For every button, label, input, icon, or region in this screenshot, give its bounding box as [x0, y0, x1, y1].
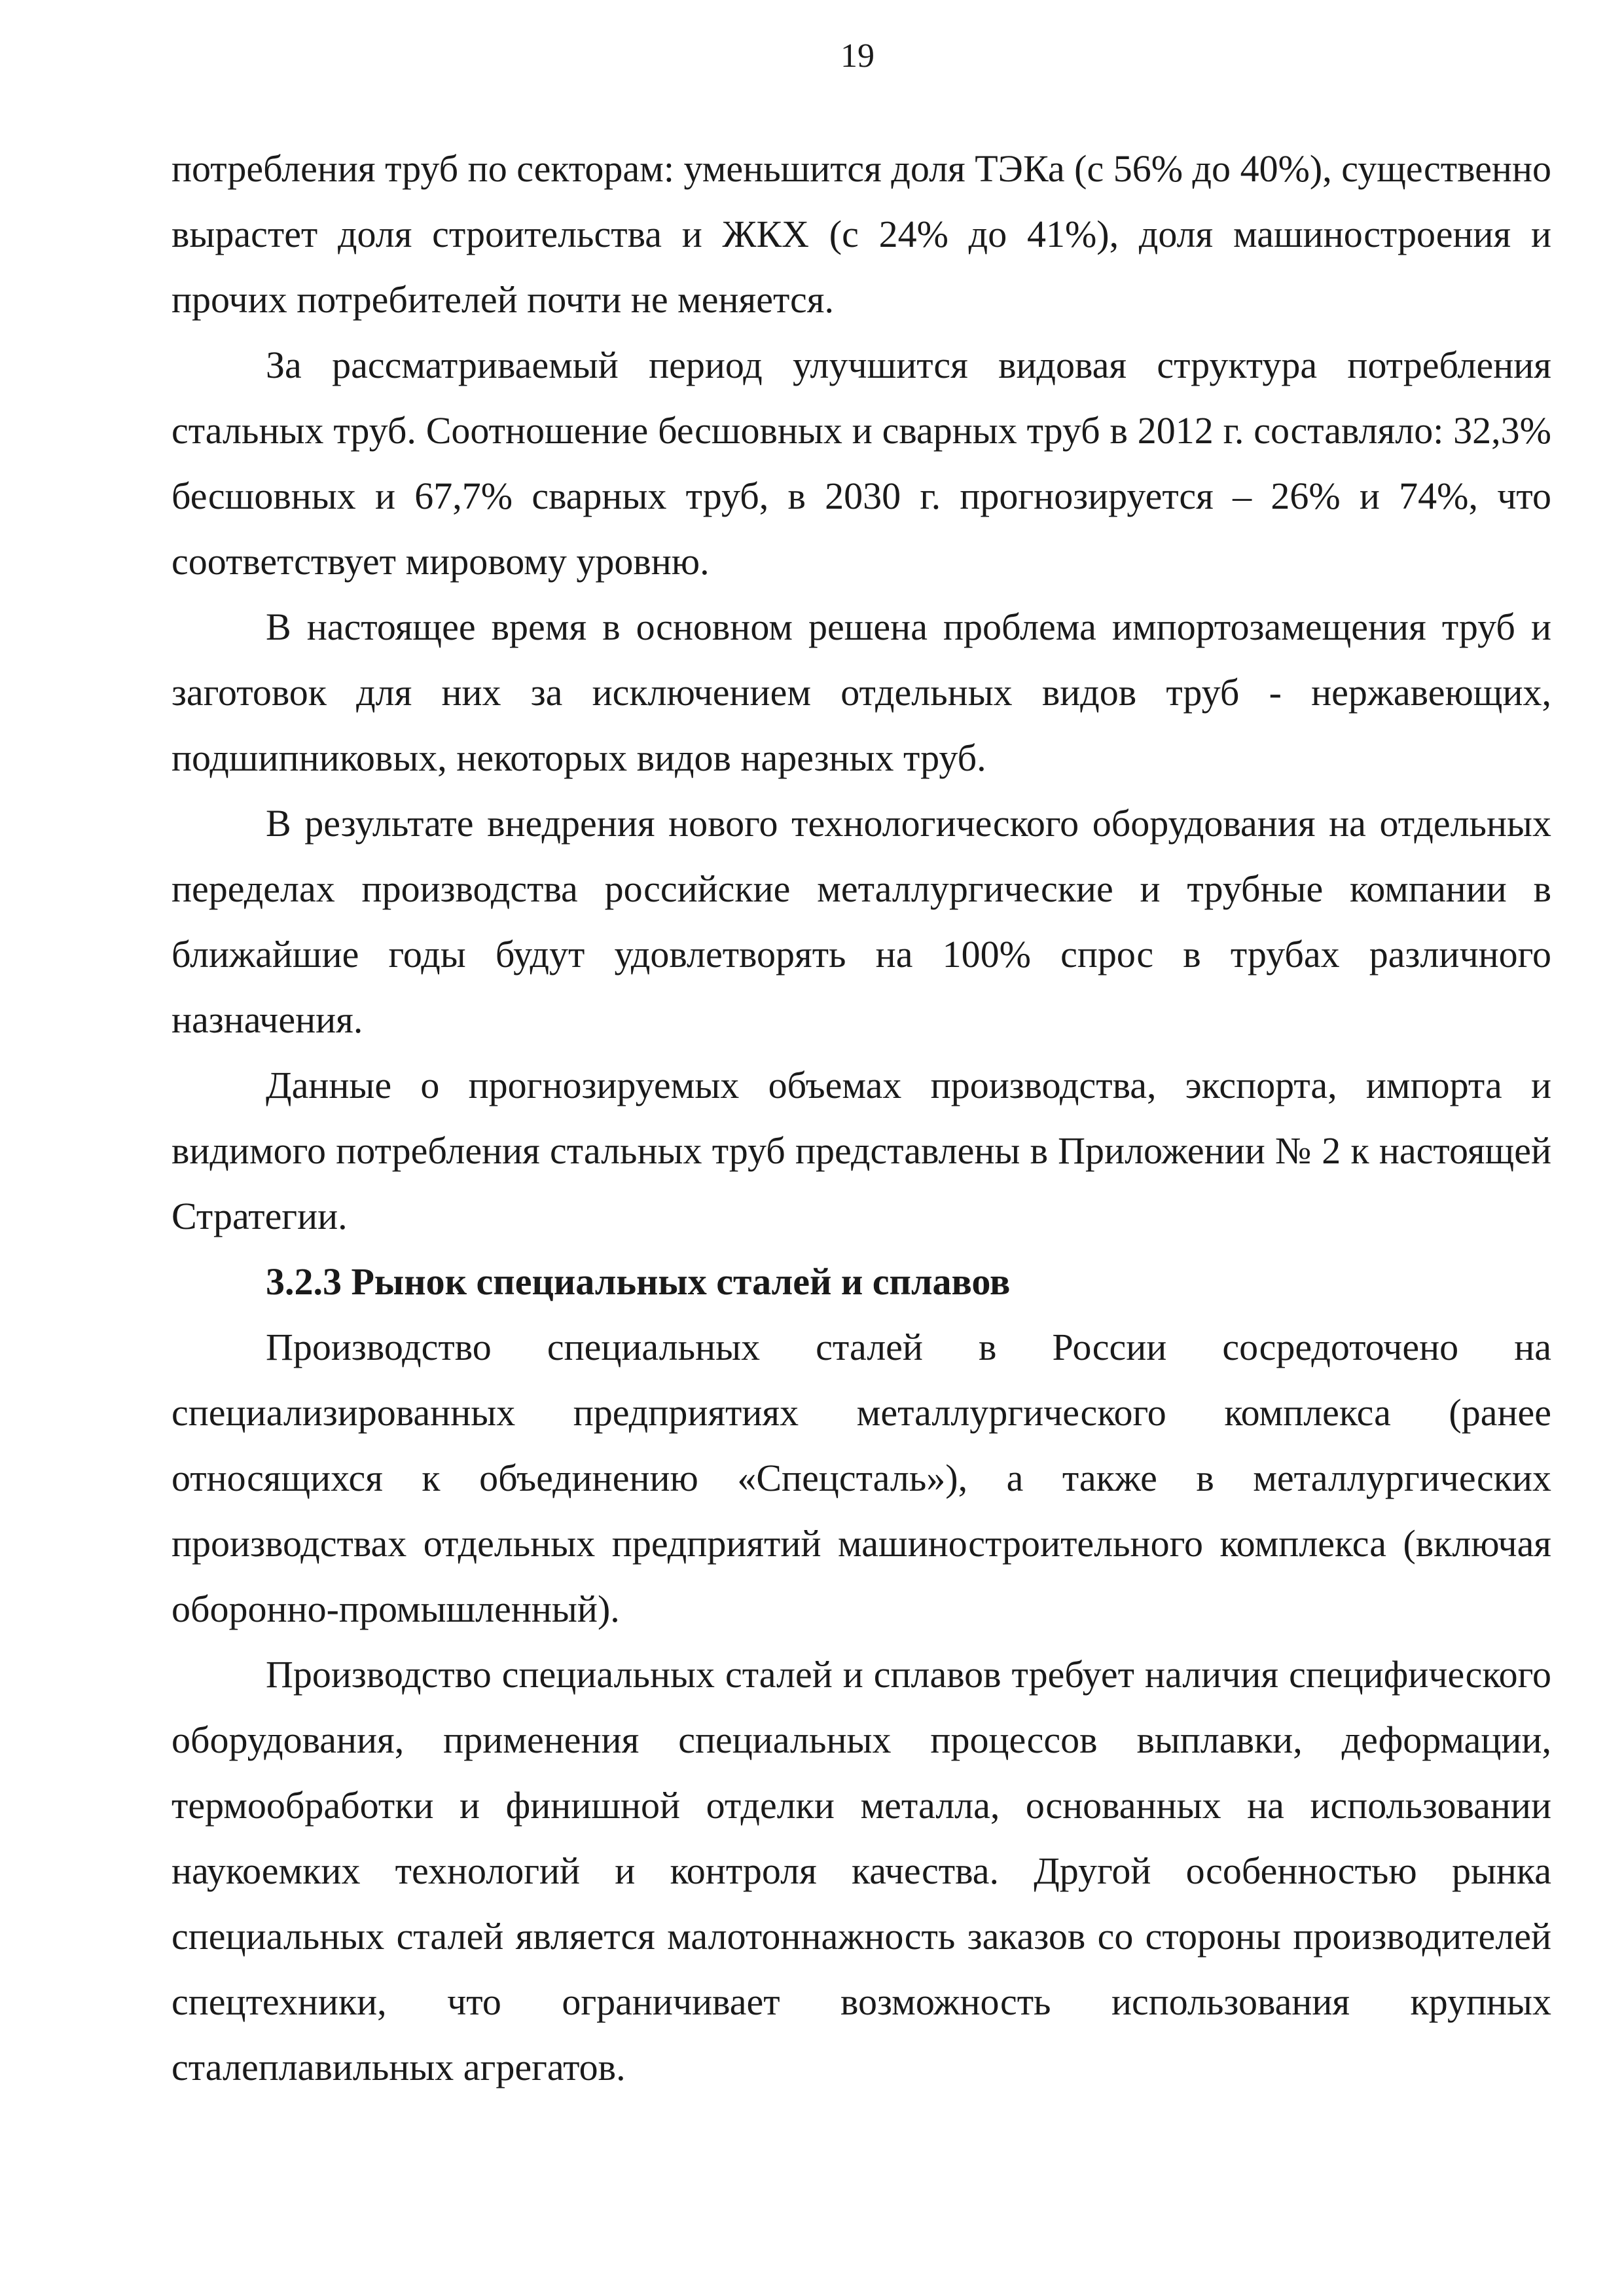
paragraph-appendix-reference: Данные о прогнозируемых объемах производства, экспорта, импорта и видимого потребления стальных труб представлены в Приложении № 2 к настоящей Стратегии. [171, 1064, 1551, 1237]
page-number: 19 [840, 37, 875, 75]
paragraph-special-steel-requirements: Производство специальных сталей и сплавов требует наличия специфического оборудования, применения специальных процессов выплавки, деформации, термообработки и финишной отделки металла, основанных на использовании наукоемких технологий и контроля качества. Другой особенностью рынка специальных сталей является малотоннажность заказов со стороны производителей спецтехники, что ограничивает возможность использования крупных сталеплавильных агрегатов. [171, 1653, 1551, 2088]
paragraph-new-equipment: В результате внедрения нового технологического оборудования на отдельных переделах производства российские металлургические и трубные компании в ближайшие годы будут удовлетворять на 100% спрос в трубах различного назначения. [171, 802, 1551, 1041]
paragraph-pipe-structure: За рассматриваемый период улучшится видовая структура потребления стальных труб. Соотношение бесшовных и сварных труб в 2012 г. составляло: 32,3% бесшовных и 67,7% сварных труб, в 2030 г. прогнозируется – 26% и 74%, что соответствует мировому уровню. [171, 344, 1551, 583]
document-body [171, 136, 1551, 2100]
paragraph-import-substitution: В настоящее время в основном решена проблема импортозамещения труб и заготовок для них за исключением отдельных видов труб - нержавеющих, подшипниковых, некоторых видов нарезных труб. [171, 606, 1551, 779]
paragraph-continuation: потребления труб по секторам: уменьшится доля ТЭКа (с 56% до 40%), существенно вырастет доля строительства и ЖКХ (с 24% до 41%), доля машиностроения и прочих потребителей почти не меняется. [171, 147, 1551, 321]
section-heading: 3.2.3 Рынок специальных сталей и сплавов [266, 1260, 1011, 1303]
paragraph-special-steel-production: Производство специальных сталей в России сосредоточено на специализированных предприятиях металлургического комплекса (ранее относящихся к объединению «Спецсталь»), а также в металлургических производствах отдельных предприятий машиностроительного комплекса (включая оборонно-промышленный). [171, 1326, 1551, 1630]
